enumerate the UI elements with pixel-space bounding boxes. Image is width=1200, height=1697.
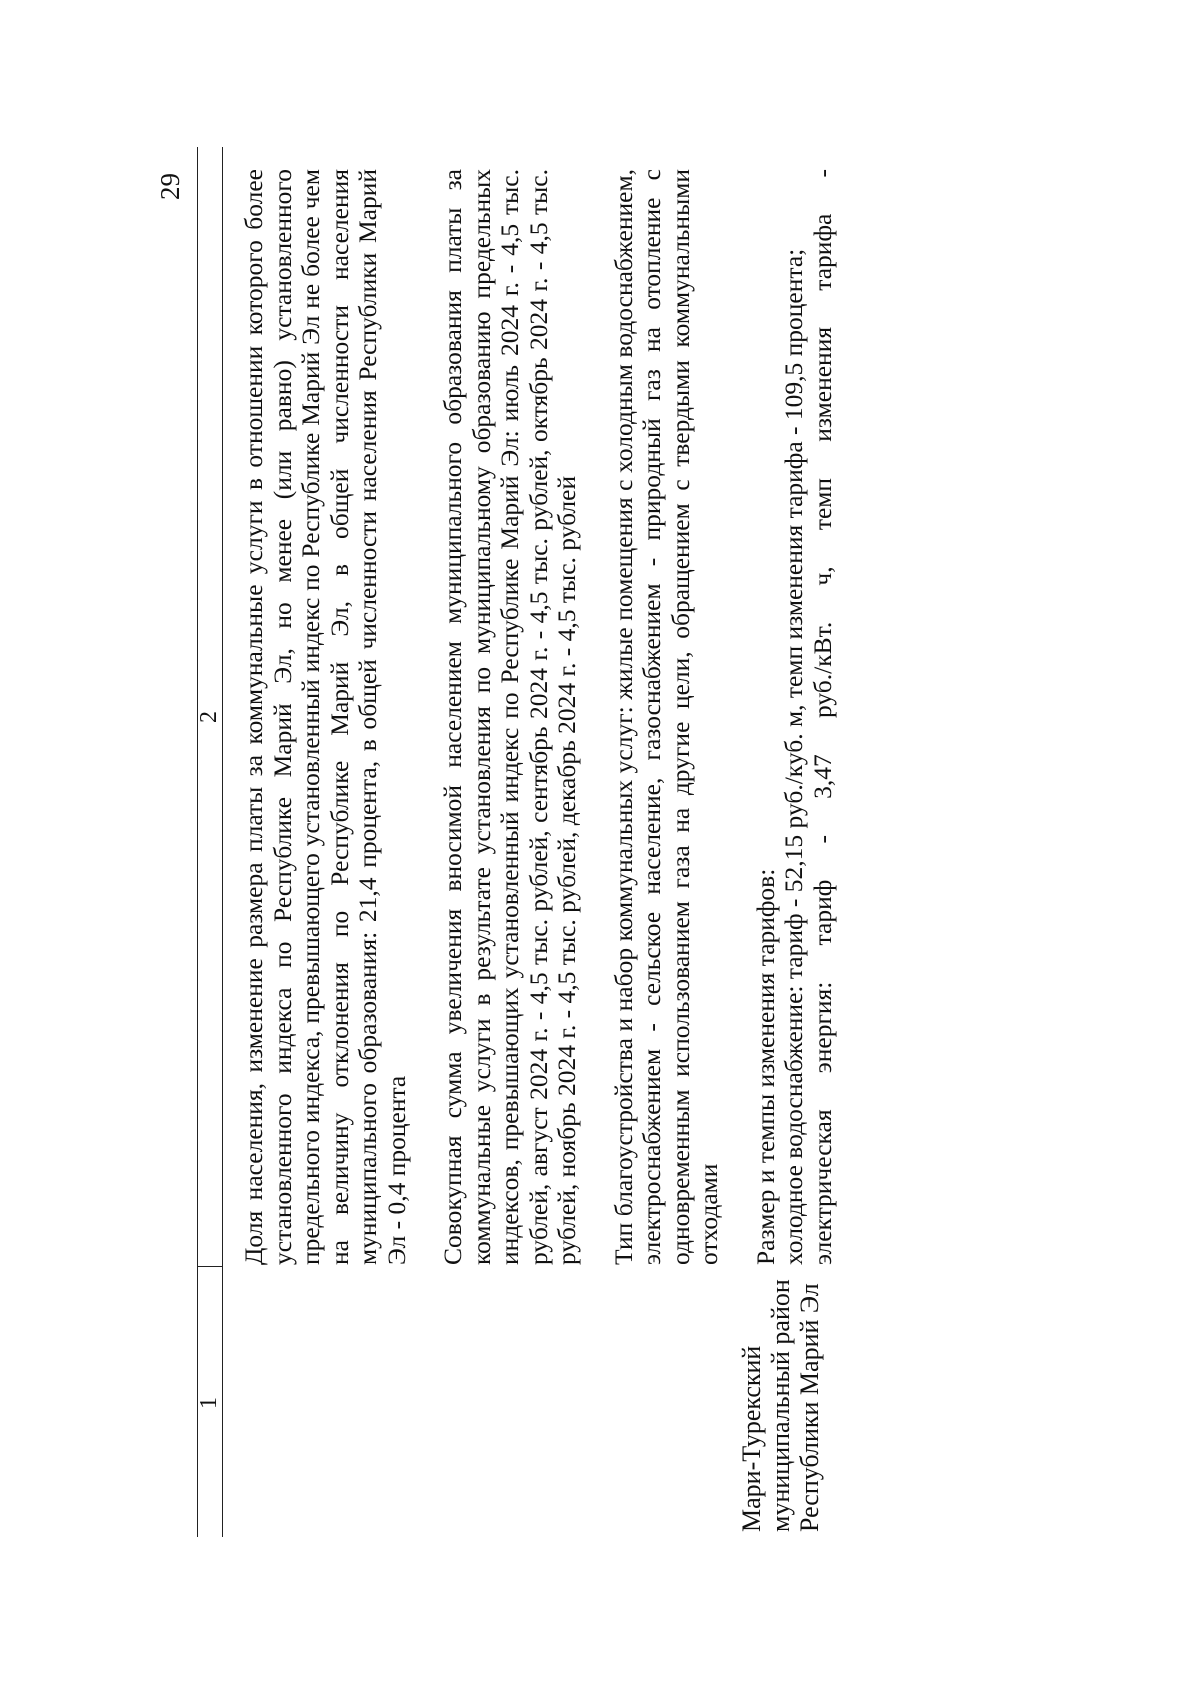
tariff-cold-water: холодное водоснабжение: тариф - 52,15 руб./куб. м, темп изменения тарифа - 109,5 процента; bbox=[779, 248, 808, 1265]
table-top-rule bbox=[197, 147, 198, 1537]
table-header-rule bbox=[222, 147, 223, 1537]
page-number: 29 bbox=[155, 173, 185, 200]
tariffs-block bbox=[752, 169, 838, 1265]
payment-increase-paragraph: Совокупная сумма увеличения вносимой населением муниципального образования платы за коммунальные услуги в результате установления по муниципальному образованию предельных индексов, превышающих установленный индекс по Республике Марий Эл: июль 2024 г. - 4,5 тыс. рублей, август 2024 г. - 4,5 тыс. рублей, сентябрь 2024 г. - 4,5 тыс. рублей, октябрь 2024 г. - 4,5 тыс. рублей, ноябрь 2024 г. - 4,5 тыс. рублей, декабрь 2024 г. - 4,5 тыс. рублей bbox=[438, 169, 581, 1265]
municipality-name: Мари-Турекский муниципальный район Республики Марий Эл bbox=[737, 1279, 824, 1532]
tariffs-heading: Размер и темпы изменения тарифов: bbox=[750, 868, 780, 1265]
column-header-1: 1 bbox=[196, 1397, 222, 1409]
population-share-paragraph: Доля населения, изменение размера платы за коммунальные услуги в отношении которого более установленного индекса по Республике Марий Эл, но менее (или равно) установленного предельного индекса, превышающего установленный индекс по Республике Марий Эл не более чем на величину отклонения по Республике Марий Эл, в общей численности населения муниципального образования: 21,4 процента, в общей численности населения Республики Марий Эл - 0,4 процента bbox=[239, 169, 411, 1265]
utility-set-paragraph: Тип благоустройства и набор коммунальных услуг: жилые помещения с холодным водоснабжением, электроснабжением - сельское население, газоснабжением - природный газ на отопление с одновременным использованием газа на другие цели, обращением с твердыми коммунальными отходами bbox=[608, 169, 723, 1265]
column-header-2: 2 bbox=[196, 711, 222, 723]
table-column-divider bbox=[197, 1266, 222, 1267]
tariff-electricity: электрическая энергия: тариф - 3,47 руб./кВт. ч, темп изменения тарифа - bbox=[807, 169, 837, 1265]
indicators-column bbox=[240, 169, 837, 1265]
